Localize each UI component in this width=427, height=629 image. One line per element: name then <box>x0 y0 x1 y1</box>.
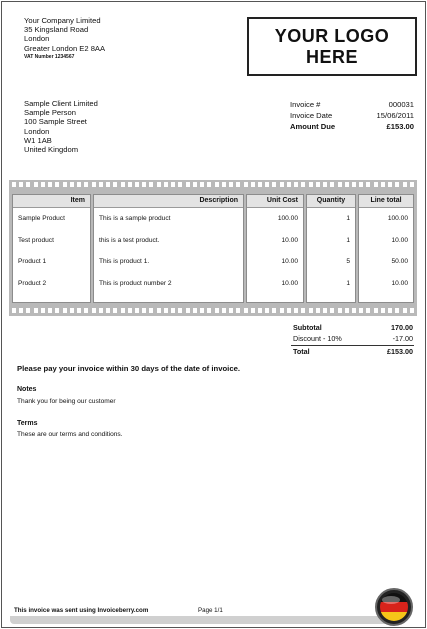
footer-sent-by: This invoice was sent using Invoiceberry.com <box>14 607 149 614</box>
perforation-hole <box>403 182 407 187</box>
perforation-hole <box>113 182 117 187</box>
perforation-hole <box>403 308 407 313</box>
perforation-hole <box>34 182 38 187</box>
amount-due-label: Amount Due <box>290 122 336 131</box>
perforation-hole <box>366 308 370 313</box>
table-cell-unit-cost: 10.00 <box>281 236 298 244</box>
perforation-hole <box>258 182 262 187</box>
perforation-hole <box>92 308 96 313</box>
quantity-header: Quantity <box>307 195 355 208</box>
perforation-hole <box>12 308 16 313</box>
perforation-hole <box>63 308 67 313</box>
table-cell-item: Sample Product <box>18 215 65 222</box>
perforation-hole <box>244 308 248 313</box>
perforation-hole <box>244 182 248 187</box>
perforation-hole <box>309 182 313 187</box>
perforation-hole <box>287 308 291 313</box>
perforation-hole <box>178 182 182 187</box>
perforation-hole <box>178 308 182 313</box>
perforation-hole <box>164 182 168 187</box>
perforation-hole <box>366 182 370 187</box>
perforation-hole <box>381 308 385 313</box>
perforation-hole <box>359 182 363 187</box>
discount-value: -17.00 <box>392 334 413 343</box>
table-cell-unit-cost: 10.00 <box>281 279 298 287</box>
perforation-hole <box>99 182 103 187</box>
perforation-hole <box>70 308 74 313</box>
perforation-hole <box>359 308 363 313</box>
perforation-hole <box>265 182 269 187</box>
table-cell-item: Product 1 <box>18 258 47 265</box>
perforation-hole <box>157 308 161 313</box>
logo-line-1: YOUR LOGO <box>274 25 390 46</box>
perforation-hole <box>316 308 320 313</box>
table-cell-quantity: 1 <box>346 215 350 222</box>
description-header: Description <box>94 195 243 208</box>
perforation-hole <box>287 182 291 187</box>
company-address-line: 35 Kingsland Road <box>24 25 89 35</box>
table-cell-unit-cost: 100.00 <box>277 215 298 222</box>
perforation-hole <box>84 308 88 313</box>
perforation-hole <box>128 308 132 313</box>
perforation-hole <box>149 182 153 187</box>
perforation-hole <box>410 182 414 187</box>
table-cell-item: Product 2 <box>18 279 47 287</box>
amount-due-value: £153.00 <box>386 122 414 131</box>
perforation-hole <box>164 308 168 313</box>
invoice-meta <box>290 99 414 132</box>
perforation-hole <box>222 182 226 187</box>
footer-bar <box>10 616 398 624</box>
perforation-hole <box>352 182 356 187</box>
payment-terms-note: Please pay your invoice within 30 days of the date of invoice. <box>17 364 241 373</box>
perforation-hole <box>99 308 103 313</box>
perforation-hole <box>193 182 197 187</box>
client-postcode: W1 1AB <box>24 135 52 145</box>
company-city: London <box>24 34 50 44</box>
client-address <box>24 99 98 154</box>
perforation-hole <box>215 182 219 187</box>
perforation-hole <box>19 182 23 187</box>
company-name: Your Company Limited <box>24 16 101 25</box>
perforation-hole <box>55 308 59 313</box>
perforation-hole <box>309 308 313 313</box>
invoice-page <box>1 1 426 628</box>
perforation-hole <box>272 308 276 313</box>
perforation-hole <box>374 182 378 187</box>
perforation-hole <box>301 308 305 313</box>
perforation-hole <box>186 182 190 187</box>
perforation-hole <box>55 182 59 187</box>
perforation-hole <box>301 182 305 187</box>
perforation-hole <box>77 308 81 313</box>
perforation-hole <box>149 308 153 313</box>
perforation-hole <box>229 308 233 313</box>
table-cell-quantity: 1 <box>346 236 350 244</box>
perforation-hole <box>316 182 320 187</box>
perforation-hole <box>207 182 211 187</box>
total-value: £153.00 <box>387 347 413 356</box>
description-column <box>93 194 244 303</box>
logo-line-2: HERE <box>305 46 358 67</box>
table-cell-line-total: 10.00 <box>391 279 408 287</box>
perforation-hole <box>135 182 139 187</box>
perforation-hole <box>395 182 399 187</box>
company-address <box>24 16 105 61</box>
notes-text: Thank you for being our customer <box>17 398 116 405</box>
perforation-hole <box>258 308 262 313</box>
perforation-hole <box>106 308 110 313</box>
terms-text: These are our terms and conditions. <box>17 431 123 438</box>
perforation-hole <box>12 182 16 187</box>
perforation-hole <box>34 308 38 313</box>
perforation-hole <box>410 308 414 313</box>
invoice-date-label: Invoice Date <box>290 111 333 120</box>
quantity-column <box>306 194 356 303</box>
perforation-hole <box>265 308 269 313</box>
client-city: London <box>24 126 50 136</box>
perforation-hole <box>84 182 88 187</box>
perforation-hole <box>26 182 30 187</box>
client-street: 100 Sample Street <box>24 117 87 127</box>
perforation-hole <box>41 308 45 313</box>
invoice-number-label: Invoice # <box>290 100 321 109</box>
item-column <box>12 194 91 303</box>
perforation-hole <box>41 182 45 187</box>
table-cell-quantity: 1 <box>346 279 350 287</box>
perforation-hole <box>135 308 139 313</box>
perforation-hole <box>157 182 161 187</box>
perforation-hole <box>294 308 298 313</box>
subtotal-label: Subtotal <box>293 323 322 332</box>
perforation-hole <box>345 308 349 313</box>
perforation-hole <box>200 308 204 313</box>
footer-page-number: Page 1/1 <box>198 607 223 614</box>
company-region: Greater London E2 8AA <box>24 43 106 53</box>
line-total-column <box>358 194 414 303</box>
perforation-hole <box>229 182 233 187</box>
perforation-hole <box>272 182 276 187</box>
table-cell-item: Test product <box>18 236 54 244</box>
perforation-hole <box>236 182 240 187</box>
perforation-hole <box>374 308 378 313</box>
table-cell-description: This is a sample product <box>99 215 171 222</box>
table-cell-line-total: 100.00 <box>387 215 408 222</box>
perforation-hole <box>345 182 349 187</box>
perforation-hole <box>388 308 392 313</box>
perforation-hole <box>215 308 219 313</box>
table-cell-unit-cost: 10.00 <box>281 258 298 265</box>
discount-label: Discount - 10% <box>293 334 342 343</box>
invoice-date-row <box>290 110 414 121</box>
film-perforation-top <box>12 182 414 187</box>
table-cell-quantity: 5 <box>346 258 350 265</box>
german-flag-icon <box>379 592 409 622</box>
notes-heading: Notes <box>17 386 37 393</box>
unit-cost-header: Unit Cost <box>247 195 303 208</box>
perforation-hole <box>142 308 146 313</box>
perforation-hole <box>63 182 67 187</box>
perforation-hole <box>128 182 132 187</box>
perforation-hole <box>222 308 226 313</box>
perforation-hole <box>48 182 52 187</box>
line-items-table <box>9 180 417 316</box>
invoice-date-value: 15/06/2011 <box>376 111 414 120</box>
perforation-hole <box>280 308 284 313</box>
perforation-hole <box>92 182 96 187</box>
client-country: United Kingdom <box>24 145 79 155</box>
perforation-hole <box>106 182 110 187</box>
subtotal-value: 170.00 <box>391 323 413 332</box>
perforation-hole <box>48 308 52 313</box>
perforation-hole <box>171 182 175 187</box>
perforation-hole <box>236 308 240 313</box>
perforation-hole <box>323 182 327 187</box>
perforation-hole <box>200 182 204 187</box>
perforation-hole <box>142 182 146 187</box>
table-cell-line-total: 50.00 <box>391 258 408 265</box>
perforation-hole <box>186 308 190 313</box>
perforation-hole <box>381 182 385 187</box>
perforation-hole <box>251 182 255 187</box>
discount-row <box>291 333 414 344</box>
line-total-header: Line total <box>359 195 413 208</box>
perforation-hole <box>294 182 298 187</box>
item-header: Item <box>13 195 90 208</box>
perforation-hole <box>395 308 399 313</box>
perforation-hole <box>113 308 117 313</box>
brand-badge-icon <box>375 588 413 626</box>
perforation-hole <box>338 308 342 313</box>
perforation-hole <box>19 308 23 313</box>
perforation-hole <box>171 308 175 313</box>
perforation-hole <box>193 308 197 313</box>
total-row <box>291 345 414 356</box>
perforation-hole <box>121 308 125 313</box>
invoice-number-row <box>290 99 414 110</box>
invoice-number-value: 000031 <box>388 100 414 109</box>
perforation-hole <box>77 182 81 187</box>
subtotal-row <box>291 322 414 333</box>
perforation-hole <box>70 182 74 187</box>
perforation-hole <box>207 308 211 313</box>
unit-cost-column <box>246 194 304 303</box>
perforation-hole <box>121 182 125 187</box>
perforation-hole <box>26 308 30 313</box>
film-perforation-bottom <box>12 308 414 313</box>
perforation-hole <box>330 182 334 187</box>
table-cell-description: This is product number 2 <box>99 279 172 287</box>
table-cell-description: this is a test product. <box>99 236 160 244</box>
perforation-hole <box>330 308 334 313</box>
perforation-hole <box>352 308 356 313</box>
totals-block <box>291 322 414 356</box>
total-label: Total <box>293 347 310 356</box>
client-company: Sample Client Limited <box>24 99 98 108</box>
client-person: Sample Person <box>24 108 76 118</box>
table-cell-line-total: 10.00 <box>391 236 408 244</box>
company-vat-number: VAT Number 1234567 <box>24 53 75 60</box>
terms-heading: Terms <box>17 420 38 427</box>
table-cell-description: This is product 1. <box>99 258 150 265</box>
perforation-hole <box>251 308 255 313</box>
amount-due-row <box>290 121 414 132</box>
perforation-hole <box>323 308 327 313</box>
perforation-hole <box>280 182 284 187</box>
logo-placeholder <box>247 17 417 76</box>
perforation-hole <box>338 182 342 187</box>
perforation-hole <box>388 182 392 187</box>
